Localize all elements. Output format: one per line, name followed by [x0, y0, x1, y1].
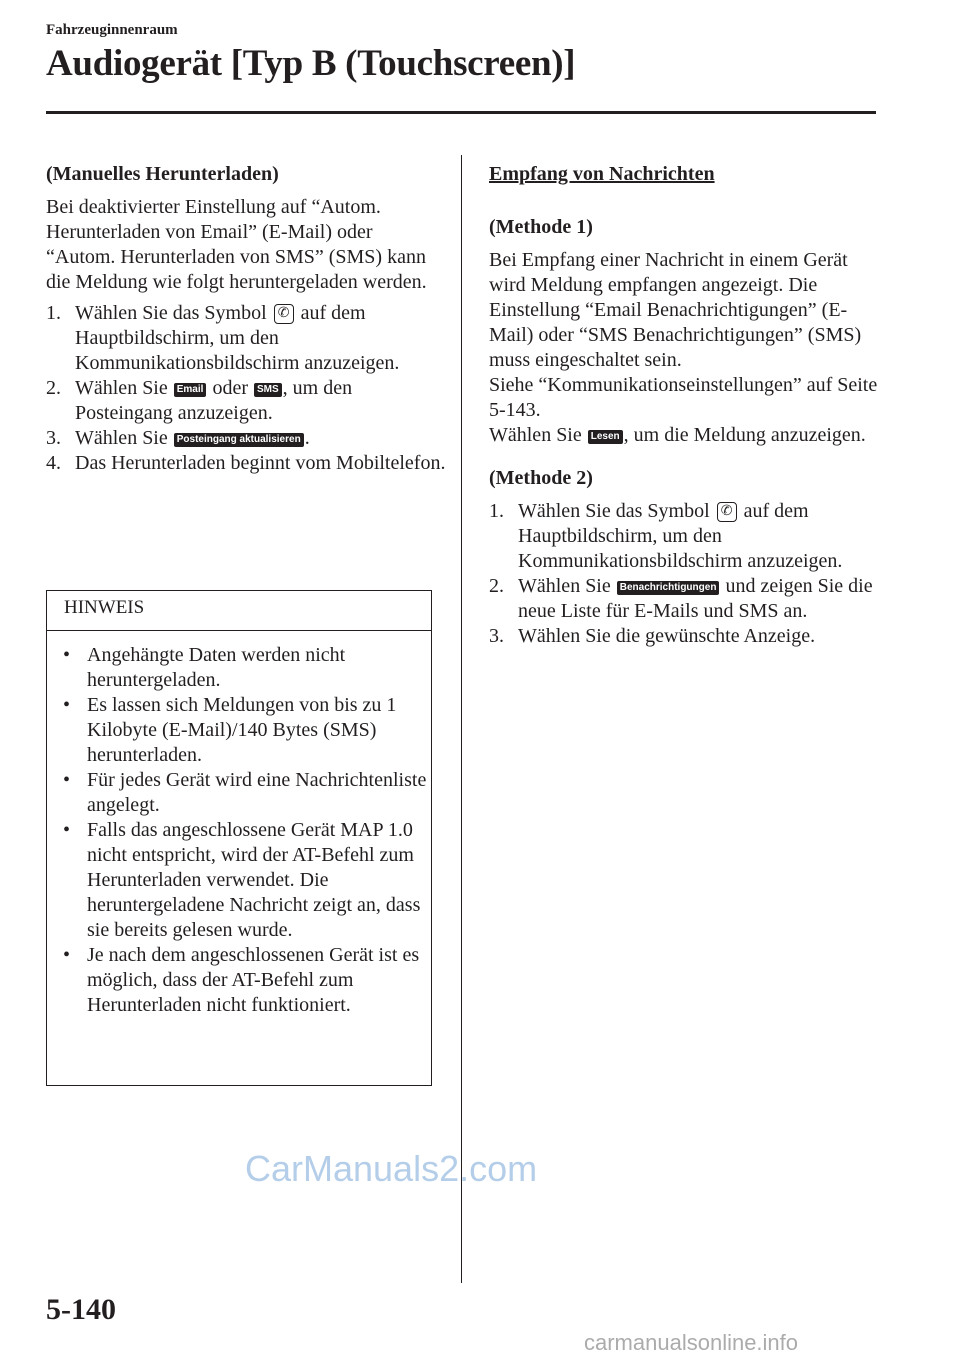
- bullet-mark: •: [63, 944, 71, 966]
- step-3: [46, 426, 446, 451]
- method-2-heading: (Methode 2): [489, 467, 593, 489]
- email-button: Email: [174, 383, 207, 397]
- bullet-text: Je nach dem angeschlossenen Gerät ist es möglich, dass der AT-Befehl zum Herunterladen nicht funktioniert.: [87, 944, 420, 1016]
- watermark-carmanualsonline: carmanualsonline.info: [584, 1330, 799, 1355]
- step-3: [489, 624, 884, 649]
- step-number: 3.: [46, 427, 61, 449]
- bullet-mark: •: [63, 644, 71, 666]
- note-bullet: [63, 768, 431, 818]
- note-bullet: [63, 818, 431, 943]
- note-title: HINWEIS: [47, 591, 431, 631]
- step-text: und zeigen Sie die neue Liste für E-Mails und SMS an.: [518, 575, 873, 622]
- step-text: oder: [212, 377, 248, 399]
- intro-paragraph: Bei deaktivierter Einstellung auf “Autom. Herunterladen von Email” (E-Mail) oder “Autom. Herunterladen von SMS” (SMS) kann die Meldung wie folgt heruntergeladen werden.: [46, 196, 427, 293]
- bullet-mark: •: [63, 819, 71, 841]
- note-box: [46, 590, 432, 1086]
- read-button: Lesen: [588, 430, 623, 444]
- refresh-inbox-button: Posteingang aktualisieren: [174, 433, 304, 447]
- instruction-text: Wählen Sie: [489, 424, 582, 446]
- page-title: Audiogerät [Typ B (Touchscreen)]: [46, 43, 576, 84]
- step-2: [489, 574, 884, 624]
- bullet-text: Es lassen sich Meldungen von bis zu 1 Kilobyte (E-Mail)/140 Bytes (SMS) herunterladen.: [87, 694, 397, 766]
- bullet-mark: •: [63, 769, 71, 791]
- step-number: 1.: [489, 500, 504, 522]
- notifications-button: Benachrichtigungen: [617, 581, 720, 595]
- step-text: Wählen Sie das Symbol: [75, 302, 267, 324]
- watermark-carmanuals2: CarManuals2.com: [245, 1148, 538, 1189]
- bullet-text: Falls das angeschlossene Gerät MAP 1.0 nicht entspricht, wird der AT-Befehl zum Herunterladen verwendet. Die heruntergeladene Nachricht zeigt an, dass sie bereits gelesen wurde.: [87, 819, 421, 941]
- step-text: Das Herunterladen beginnt vom Mobiltelefon.: [75, 452, 446, 474]
- step-text: Wählen Sie: [75, 377, 168, 399]
- note-body: [47, 631, 431, 1018]
- phone-icon: ✆: [717, 502, 737, 522]
- step-1: [489, 499, 884, 574]
- step-number: 3.: [489, 625, 504, 647]
- step-1: [46, 301, 446, 376]
- step-number: 2.: [46, 377, 61, 399]
- step-text: auf dem Hauptbildschirm, um den Kommunikationsbildschirm anzuzeigen.: [75, 302, 400, 374]
- sms-button: SMS: [254, 383, 282, 397]
- step-text: Wählen Sie die gewünschte Anzeige.: [518, 625, 816, 647]
- header-rule: [46, 111, 876, 114]
- section-label: Fahrzeuginnenraum: [46, 22, 178, 38]
- method-1-reference: Siehe “Kommunikationseinstellungen” auf Seite 5-143.: [489, 374, 878, 421]
- phone-icon: ✆: [274, 304, 294, 324]
- step-text: auf dem Hauptbildschirm, um den Kommunikationsbildschirm anzuzeigen.: [518, 500, 843, 572]
- method-1-text: Bei Empfang einer Nachricht in einem Gerät wird Meldung empfangen angezeigt. Die Einstellung “Email Benachrichtigungen” (E-Mail) oder “SMS Benachrichtigungen” (SMS) muss eingeschaltet sein.: [489, 249, 862, 371]
- note-bullet: [63, 643, 431, 693]
- column-divider: [461, 155, 462, 1283]
- section-heading-manual-download: (Manuelles Herunterladen): [46, 163, 279, 185]
- left-column: [46, 162, 446, 476]
- bullet-text: Für jedes Gerät wird eine Nachrichtenliste angelegt.: [87, 769, 427, 816]
- step-number: 2.: [489, 575, 504, 597]
- instruction-text: , um die Meldung anzuzeigen.: [623, 424, 866, 446]
- bullet-mark: •: [63, 694, 71, 716]
- note-bullet: [63, 943, 431, 1018]
- step-2: [46, 376, 446, 426]
- step-number: 4.: [46, 452, 61, 474]
- step-text: Wählen Sie: [518, 575, 611, 597]
- section-heading-receive-messages: Empfang von Nachrichten: [489, 163, 715, 185]
- note-bullet: [63, 693, 431, 768]
- step-text: Wählen Sie: [75, 427, 168, 449]
- step-number: 1.: [46, 302, 61, 324]
- step-text: , um den Posteingang anzuzeigen.: [75, 377, 353, 424]
- method-1-heading: (Methode 1): [489, 216, 593, 238]
- step-text: Wählen Sie das Symbol: [518, 500, 710, 522]
- page-number: 5-140: [46, 1293, 116, 1326]
- right-column: [489, 162, 884, 649]
- step-4: [46, 451, 446, 476]
- bullet-text: Angehängte Daten werden nicht heruntergeladen.: [87, 644, 346, 691]
- step-text: .: [304, 427, 310, 449]
- method-1-instruction: [489, 423, 884, 448]
